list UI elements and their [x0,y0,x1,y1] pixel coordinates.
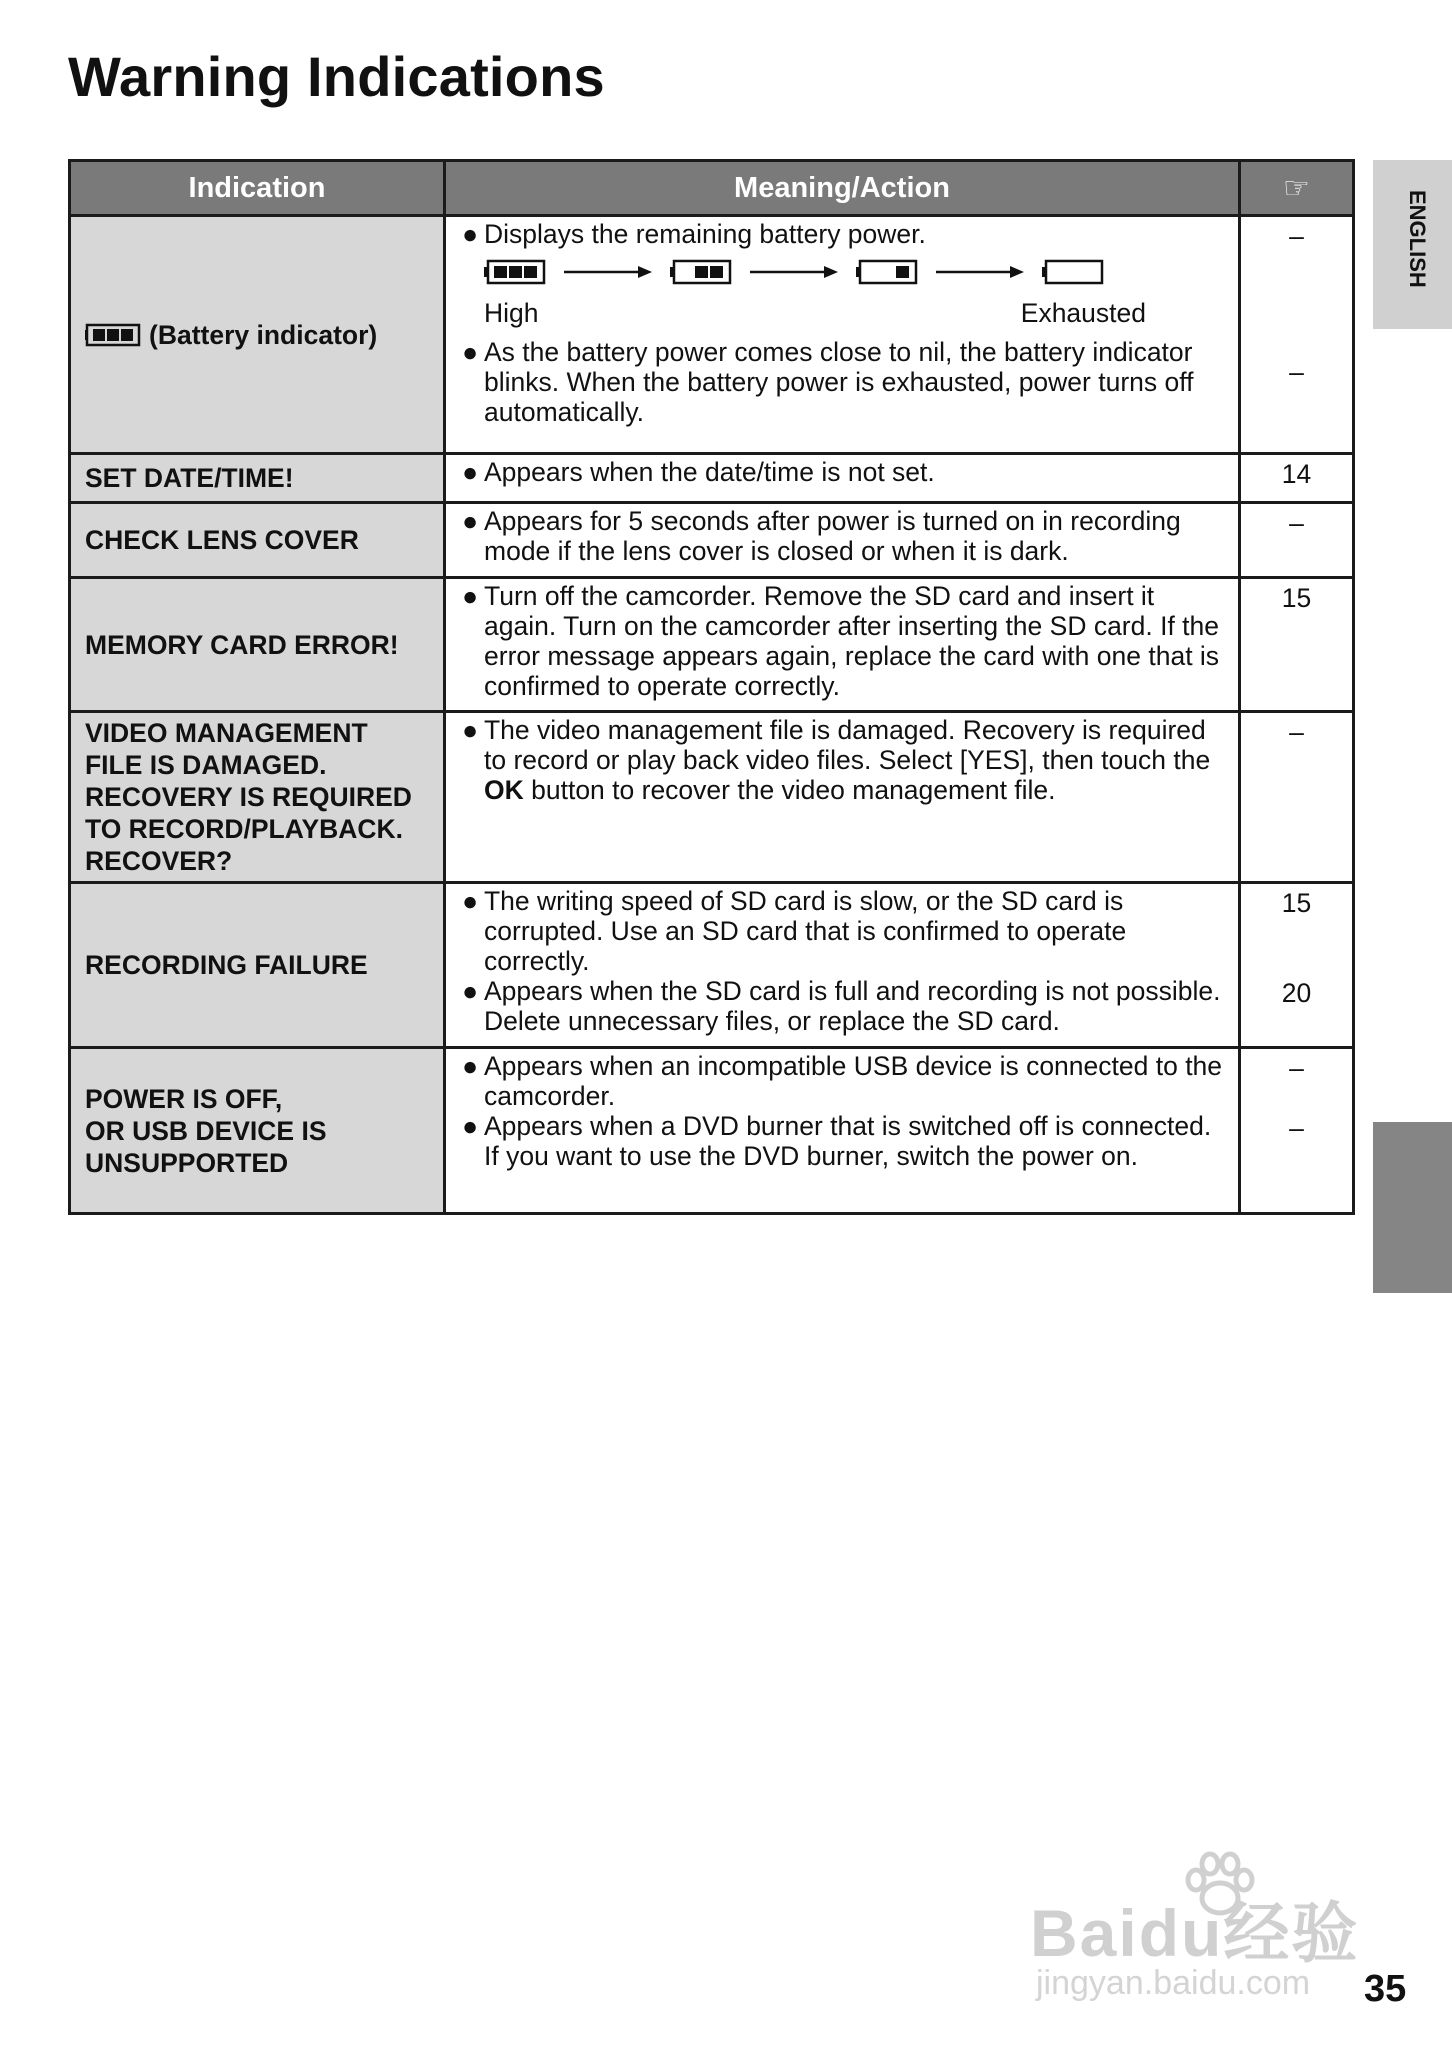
reference-video-management: – [1240,712,1354,883]
bullet-icon: ● [462,581,479,611]
indication-line: POWER IS OFF, [85,1083,283,1114]
table-row-lens-cover [70,503,1354,578]
level-high-label: High [484,298,539,328]
battery-empty-icon [1042,259,1104,285]
watermark-main-text: Baidu经验 [1030,1896,1360,1970]
header-indication: Indication [70,161,445,216]
meaning-battery [445,216,1240,454]
arrow-right-icon [564,264,652,280]
bullet-icon: ● [462,506,479,536]
level-exhausted-label: Exhausted [1020,298,1146,328]
battery-1-bar-icon [856,259,918,285]
list-item [460,506,1228,566]
indication-battery [70,216,445,454]
table-row-recording-failure [70,883,1354,1048]
battery-full-icon [85,323,141,347]
table-row-video-management [70,712,1354,883]
meaning-set-date [445,454,1240,503]
meaning-memory-card [445,578,1240,712]
meaning-lens-cover [445,503,1240,578]
reference-value: – [1289,1113,1304,1143]
reference-value: 20 [1281,978,1312,1008]
bullet-icon: ● [462,1111,479,1141]
indication-line: RECOVERY IS REQUIRED [85,782,412,812]
meaning-text: Appears when an incompatible USB device is connected to the camcorder. [484,1051,1223,1111]
reference-memory-card: 15 [1240,578,1354,712]
meaning-text: The video management file is damaged. Recovery is required to record or play back video files. Select [YES], then touch the [484,715,1211,775]
table-row-battery [70,216,1354,454]
meaning-text: button to recover the video management file. [523,775,1056,805]
battery-bullet1-text: Displays the remaining battery power. [484,219,926,249]
table-row-set-date [70,454,1354,503]
indication-video-management [70,712,445,883]
bullet-icon: ● [462,715,479,745]
battery-2-bars-icon [670,259,732,285]
indication-line: OR USB DEVICE IS [85,1115,327,1146]
indication-line: FILE IS DAMAGED. [85,750,327,780]
bullet-icon: ● [462,976,479,1006]
battery-level-labels [484,295,1146,331]
warning-table [68,159,1355,1215]
reference-value: – [1289,1053,1304,1083]
battery-bullet2-text: As the battery power comes close to nil, the battery indicator blinks. When the battery power is exhausted, power turns off automatically. [484,337,1194,427]
meaning-text: Turn off the camcorder. Remove the SD card and insert it again. Turn on the camcorder after inserting the SD card. If the error message appears again, replace the card with one that is confirmed to operate correctly. [484,581,1220,701]
indication-battery-label: (Battery indicator) [149,319,378,350]
table-row-power-off [70,1048,1354,1214]
list-item [460,976,1228,1036]
table-row-memory-card [70,578,1354,712]
indication-memory-card: MEMORY CARD ERROR! [70,578,445,712]
indication-line: VIDEO MANAGEMENT [85,718,368,748]
indication-power-off [70,1048,445,1214]
page-title: Warning Indications [68,45,605,108]
bullet-icon: ● [462,886,479,916]
list-item [460,581,1228,701]
meaning-text: Appears when a DVD burner that is switched off is connected. If you want to use the DVD burner, switch the power on. [484,1111,1212,1171]
indication-line: UNSUPPORTED [85,1147,289,1178]
reference-recording-failure [1240,883,1354,1048]
language-tab-label: ENGLISH [1405,190,1430,288]
arrow-right-icon [936,264,1024,280]
meaning-text: The writing speed of SD card is slow, or the SD card is corrupted. Use an SD card that is confirmed to operate correctly. [484,886,1127,976]
list-item [460,337,1228,427]
page-number: 35 [1364,1968,1407,2010]
list-item [460,457,1228,487]
bullet-icon: ● [462,1051,479,1081]
watermark-url-text: jingyan.baidu.com [1036,1964,1311,2002]
reference-value: 15 [1281,888,1312,918]
indication-line: RECOVER? [85,846,233,876]
meaning-text: Appears when the SD card is full and recording is not possible. Delete unnecessary files, or replace the SD card. [484,976,1221,1036]
bullet-icon: ● [462,457,479,487]
reference-power-off [1240,1048,1354,1214]
bullet-icon: ● [462,219,479,249]
indication-line: TO RECORD/PLAYBACK. [85,814,404,844]
section-marker-block [1373,1122,1452,1293]
meaning-power-off [445,1048,1240,1214]
header-meaning: Meaning/Action [445,161,1240,216]
reference-set-date: 14 [1240,454,1354,503]
meaning-video-management [445,712,1240,883]
reference-battery [1240,216,1354,454]
header-reference-icon: ☞ [1240,161,1354,216]
reference-value: – [1289,221,1304,251]
bullet-icon: ● [462,337,479,367]
list-item [460,1111,1228,1171]
meaning-recording-failure [445,883,1240,1048]
watermark [1030,1850,1360,2010]
ok-button-label: OK [484,775,524,805]
list-item [460,715,1228,805]
list-item [460,886,1228,976]
meaning-text: Appears when the date/time is not set. [484,457,935,487]
reference-lens-cover: – [1240,503,1354,578]
meaning-text: Appears for 5 seconds after power is turned on in recording mode if the lens cover is closed or when it is dark. [484,506,1181,566]
indication-recording-failure: RECORDING FAILURE [70,883,445,1048]
battery-level-sequence [484,249,1228,295]
indication-set-date: SET DATE/TIME! [70,454,445,503]
arrow-right-icon [750,264,838,280]
indication-lens-cover: CHECK LENS COVER [70,503,445,578]
battery-3-bars-icon [484,259,546,285]
list-item [460,219,1228,249]
reference-value: – [1289,357,1304,387]
table-header-row [70,161,1354,216]
list-item [460,1051,1228,1111]
